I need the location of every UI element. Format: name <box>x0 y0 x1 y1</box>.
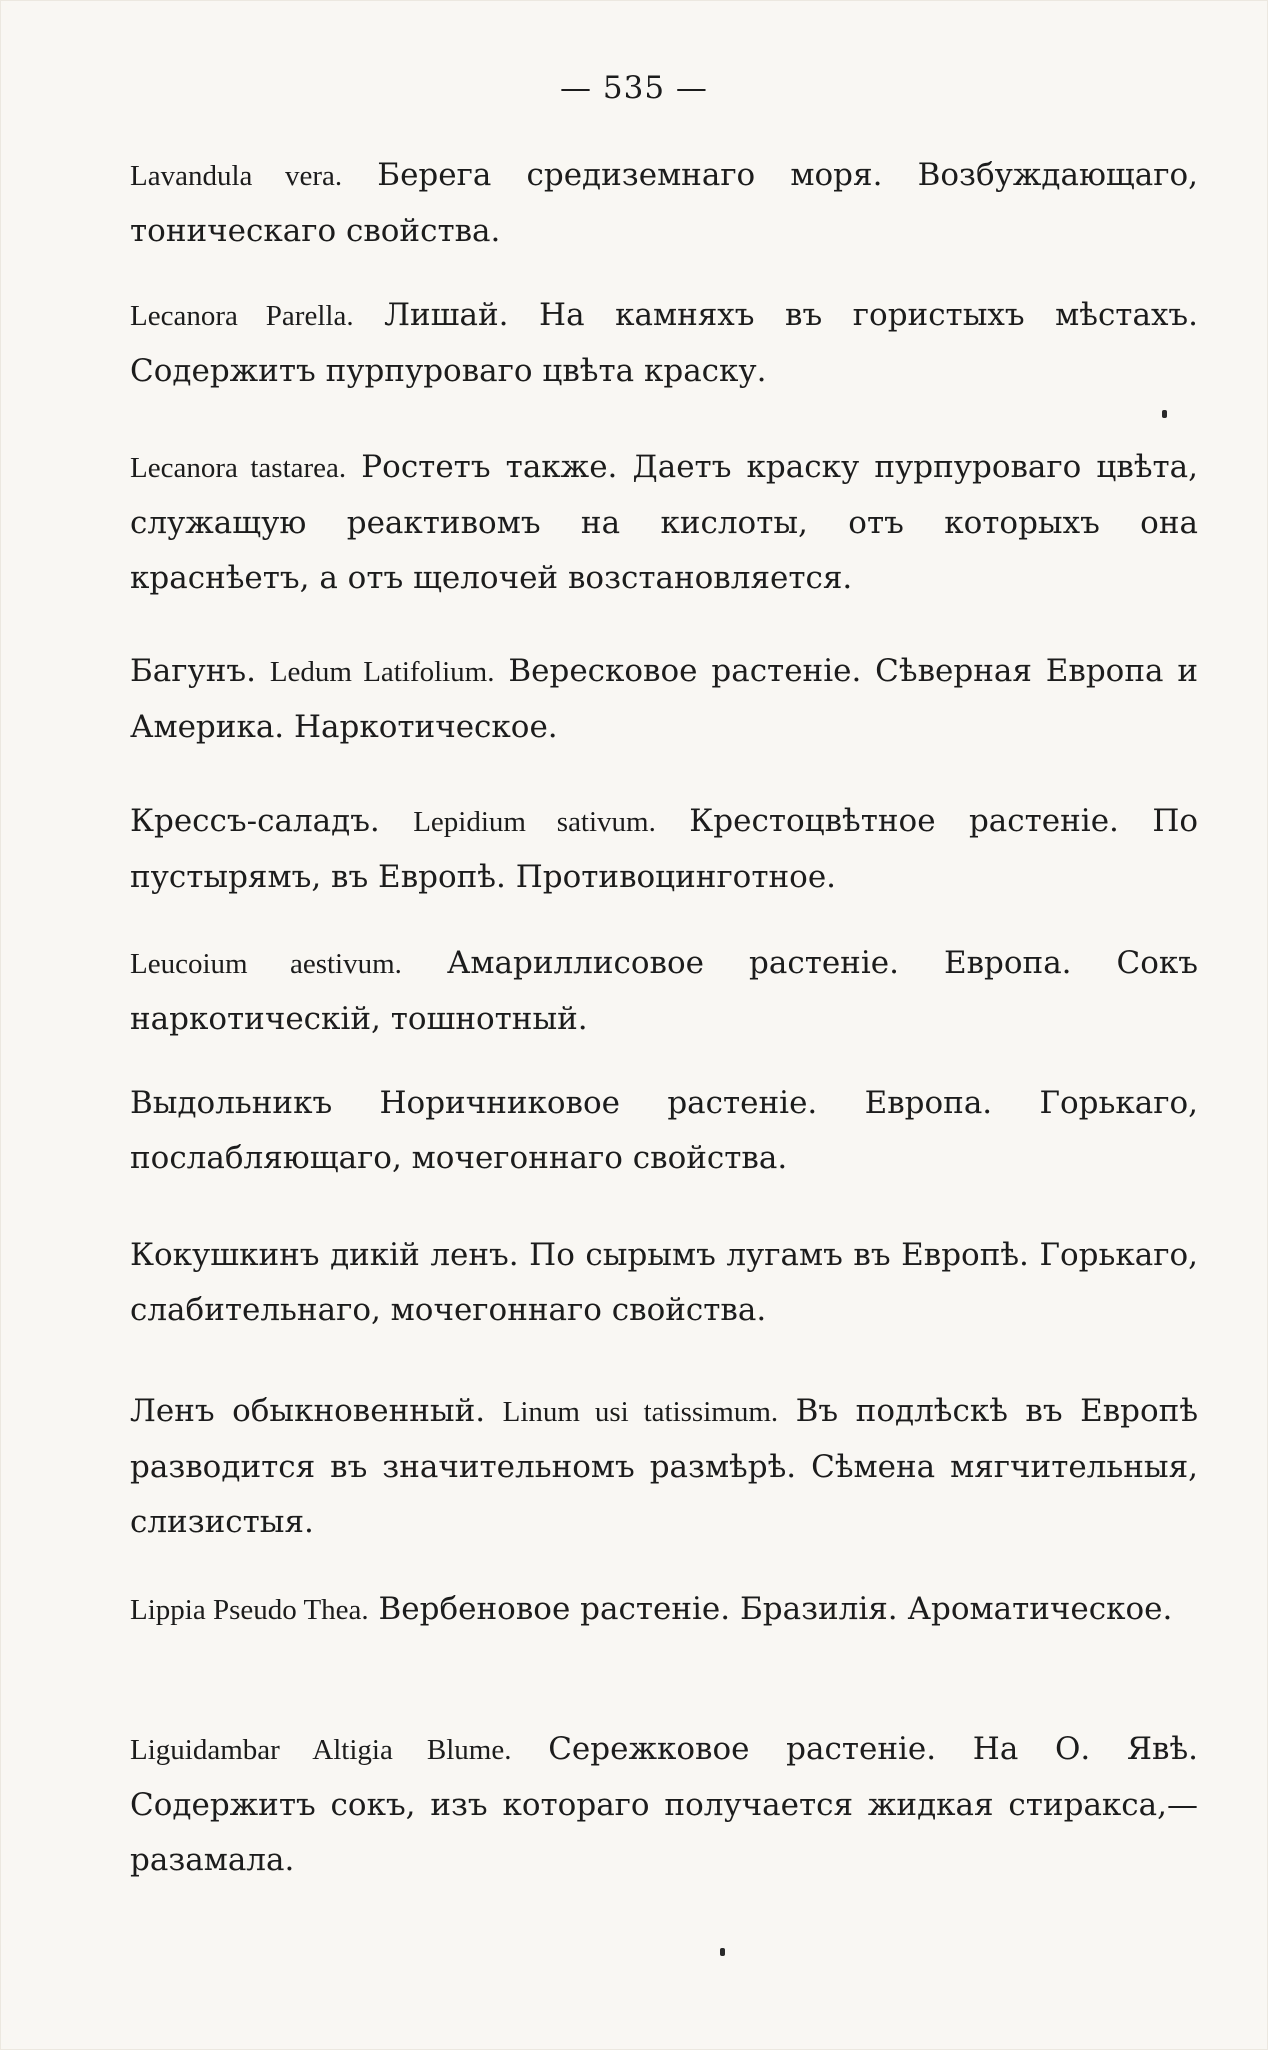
latin-name: Lecanora Parella. <box>130 300 354 332</box>
latin-name: Lepidium sativum. <box>413 806 656 838</box>
entry-vydolnik <box>130 1076 1198 1186</box>
entry-text: Крестоцвѣтное растеніе. По пустырямъ, въ Европѣ. Противоцинготное. <box>130 803 1199 895</box>
entry-leucoium <box>130 936 1198 1047</box>
entry-text: Вербеновое растеніе. Бразилія. Ароматическое. <box>378 1591 1173 1627</box>
latin-name: Lippia Pseudo Thea. <box>130 1594 369 1626</box>
entry-lavandula <box>130 148 1198 259</box>
entry-text: Амариллисовое растеніе. Европа. Сокъ наркотическій, тошнотный. <box>130 945 1199 1037</box>
latin-name: Leucoium aestivum. <box>130 948 402 980</box>
entry-text: По сырымъ лугамъ въ Европѣ. Горькаго, слабительнаго, мочегоннаго свойства. <box>130 1237 1198 1328</box>
entry-text: Ростетъ также. Даетъ краску пурпуроваго цвѣта, служащую реактивомъ на кислоты, отъ которыхъ она краснѣетъ, а отъ щелочей возстановляется. <box>130 449 1199 596</box>
latin-name: Lecanora tastarea. <box>130 452 347 484</box>
entry-liguidambar <box>130 1722 1198 1888</box>
entry-text: Въ подлѣскѣ въ Европѣ разводится въ значительномъ размѣрѣ. Сѣмена мягчительныя, слизистыя. <box>130 1393 1199 1540</box>
latin-name: Linum usi tatissimum. <box>502 1396 779 1428</box>
entry-text: Норичниковое растеніе. Европа. Горькаго, послабляющаго, мочегоннаго свойства. <box>130 1085 1198 1176</box>
russian-name: Кокушкинъ дикій ленъ. <box>130 1237 519 1273</box>
ink-speck <box>720 1948 725 1956</box>
entry-ledum <box>130 644 1198 755</box>
entry-lecanora-parella <box>130 288 1198 399</box>
page-number: — 535 — <box>560 70 708 106</box>
entry-linum <box>130 1384 1198 1550</box>
entry-lepidium <box>130 794 1198 905</box>
entry-text: Вересковое растеніе. Сѣверная Европа и Америка. Наркотическое. <box>130 653 1198 745</box>
ink-speck <box>1162 410 1167 418</box>
latin-name: Ledum Latifolium. <box>269 656 495 688</box>
russian-name: Багунъ. <box>130 653 256 689</box>
latin-name: Liguidambar Altigia Blume. <box>130 1734 512 1766</box>
entry-text: Берега средиземнаго моря. Возбуждающаго, тоническаго свойства. <box>130 157 1198 249</box>
entry-lippia <box>130 1582 1198 1638</box>
entry-text: Лишай. На камняхъ въ гористыхъ мѣстахъ. Содержитъ пурпуроваго цвѣта краску. <box>130 297 1199 389</box>
russian-name: Ленъ обыкновенный. <box>130 1393 486 1429</box>
entry-text: Сережковое растеніе. На О. Явѣ. Содержитъ сокъ, изъ котораго получается жидкая стиракса,—разамала. <box>130 1731 1198 1878</box>
entry-kokushkin <box>130 1228 1198 1338</box>
entry-lecanora-tastarea <box>130 440 1198 606</box>
latin-name: Lavandula vera. <box>130 160 343 192</box>
russian-name: Выдольникъ <box>130 1085 333 1121</box>
russian-name: Крессъ-саладъ. <box>130 803 380 839</box>
